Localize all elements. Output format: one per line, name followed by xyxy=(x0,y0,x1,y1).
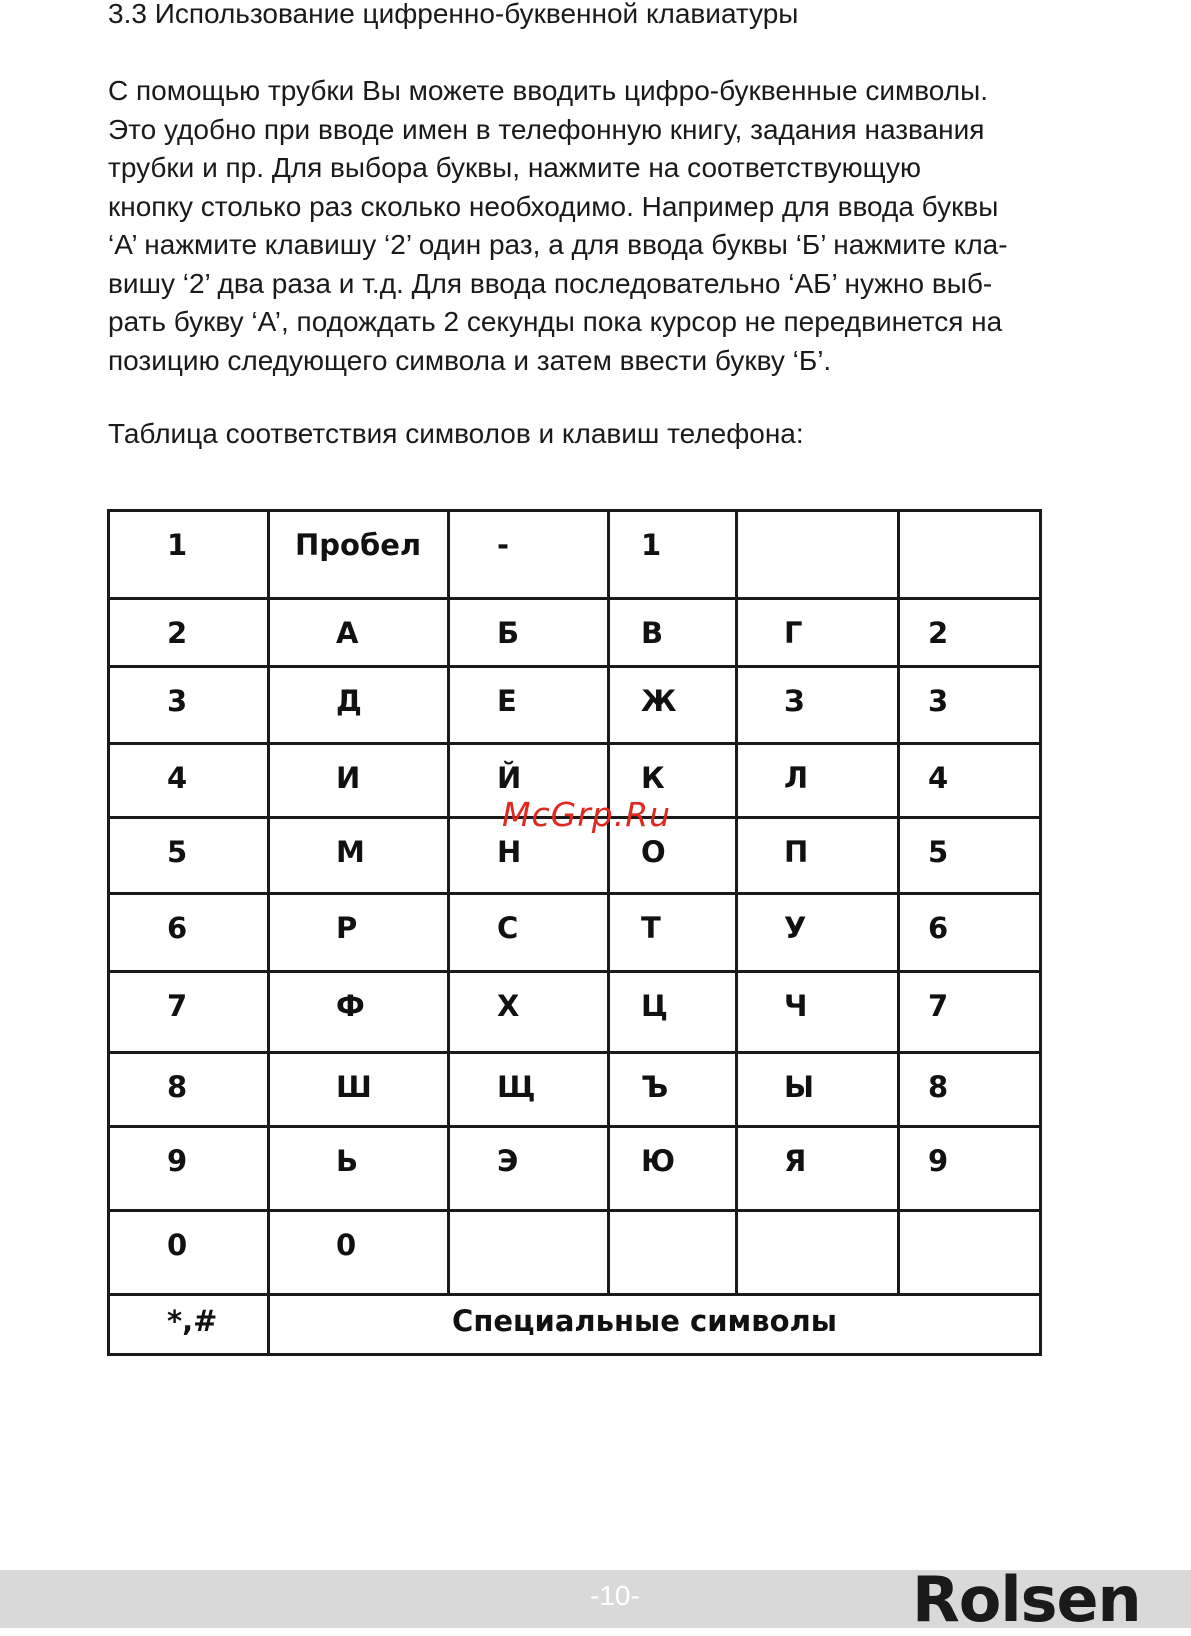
char-label: Ь xyxy=(336,1144,359,1178)
char-label: П xyxy=(784,835,809,869)
char-cell xyxy=(899,818,1041,894)
char-label: Ю xyxy=(641,1144,676,1178)
key-cell xyxy=(109,1053,269,1127)
char-label: Ъ xyxy=(641,1070,669,1104)
intro-line: трубки и пр. Для выбора буквы, нажмите на соответствующую xyxy=(108,152,921,183)
key-cell xyxy=(109,1127,269,1211)
key-label: 7 xyxy=(167,989,188,1023)
table-row-special xyxy=(109,1295,1041,1355)
char-cell xyxy=(609,1127,737,1211)
table-row xyxy=(109,1211,1041,1295)
char-cell xyxy=(449,511,609,599)
char-cell xyxy=(269,744,449,818)
char-label: А xyxy=(336,616,359,650)
char-label xyxy=(900,1212,1039,1228)
table-row xyxy=(109,894,1041,972)
key-cell xyxy=(109,599,269,667)
table-row xyxy=(109,599,1041,667)
char-label: О xyxy=(641,835,666,869)
char-label: Й xyxy=(497,761,522,795)
char-label xyxy=(900,512,1039,528)
char-cell xyxy=(899,511,1041,599)
key-label: 0 xyxy=(167,1228,188,1262)
char-label: 9 xyxy=(928,1144,949,1178)
char-cell xyxy=(737,894,899,972)
char-cell xyxy=(899,1211,1041,1295)
char-label xyxy=(738,512,897,528)
char-label: 3 xyxy=(928,684,949,718)
key-label: 4 xyxy=(167,761,188,795)
key-label: 5 xyxy=(167,835,188,869)
char-label: Щ xyxy=(497,1070,536,1104)
char-cell xyxy=(449,894,609,972)
key-label: 6 xyxy=(167,911,188,945)
char-label: Ы xyxy=(784,1070,815,1104)
char-cell xyxy=(899,1127,1041,1211)
char-label: Ф xyxy=(336,989,365,1023)
char-cell xyxy=(609,511,737,599)
key-label: 9 xyxy=(167,1144,188,1178)
char-cell xyxy=(737,1053,899,1127)
key-label: 3 xyxy=(167,684,188,718)
char-label: Ж xyxy=(641,684,677,718)
char-label: У xyxy=(784,911,807,945)
char-label xyxy=(738,1212,897,1228)
char-label: Ш xyxy=(336,1070,372,1104)
char-cell xyxy=(737,972,899,1053)
char-label: Г xyxy=(784,616,803,650)
key-cell xyxy=(109,894,269,972)
page-number: -10- xyxy=(590,1580,640,1611)
char-label: Б xyxy=(497,616,520,650)
char-label xyxy=(450,1212,607,1228)
key-cell xyxy=(109,972,269,1053)
char-label: К xyxy=(641,761,665,795)
char-cell xyxy=(269,511,449,599)
char-cell xyxy=(737,1127,899,1211)
intro-paragraph xyxy=(108,72,1158,380)
key-label: 8 xyxy=(167,1070,188,1104)
char-label: Р xyxy=(336,911,358,945)
key-label: *,# xyxy=(167,1304,218,1338)
char-label: З xyxy=(784,684,805,718)
char-cell xyxy=(269,667,449,744)
char-cell xyxy=(737,744,899,818)
char-cell xyxy=(899,1053,1041,1127)
special-chars-cell xyxy=(269,1295,1041,1355)
char-cell xyxy=(899,599,1041,667)
char-cell xyxy=(269,818,449,894)
char-label: 7 xyxy=(928,989,949,1023)
char-label: Я xyxy=(784,1144,807,1178)
char-label: Е xyxy=(497,684,517,718)
section-heading: 3.3 Использование цифренно-буквенной клавиатуры xyxy=(108,0,799,29)
char-cell xyxy=(269,1211,449,1295)
key-label: 2 xyxy=(167,616,188,650)
key-cell xyxy=(109,818,269,894)
char-label: Д xyxy=(336,684,362,718)
table-row xyxy=(109,972,1041,1053)
intro-line: Это удобно при вводе имен в телефонную книгу, задания названия xyxy=(108,113,985,145)
intro-line: кнопку столько раз сколько необходимо. Например для ввода буквы xyxy=(108,190,999,222)
char-cell xyxy=(737,599,899,667)
table-row xyxy=(109,667,1041,744)
char-label: 4 xyxy=(928,761,949,795)
char-label: 2 xyxy=(928,616,949,650)
char-cell xyxy=(269,1127,449,1211)
char-label: Пробел xyxy=(295,528,422,562)
char-label: Э xyxy=(497,1144,519,1178)
key-cell xyxy=(109,744,269,818)
rolsen-logo: Rolsen xyxy=(912,1563,1141,1636)
key-cell xyxy=(109,1211,269,1295)
char-cell xyxy=(609,894,737,972)
char-label: С xyxy=(497,911,519,945)
char-cell xyxy=(737,667,899,744)
char-cell xyxy=(269,599,449,667)
char-cell xyxy=(449,599,609,667)
key-cell xyxy=(109,1295,269,1355)
char-cell xyxy=(899,894,1041,972)
char-label: И xyxy=(336,761,361,795)
key-character-table xyxy=(107,509,1042,1356)
char-cell xyxy=(899,744,1041,818)
char-cell xyxy=(269,894,449,972)
char-cell xyxy=(449,1127,609,1211)
table-caption: Таблица соответствия символов и клавиш телефона: xyxy=(108,418,804,449)
intro-line: С помощью трубки Вы можете вводить цифро-буквенные символы. xyxy=(108,75,988,106)
char-cell xyxy=(269,972,449,1053)
watermark: McGrp.Ru xyxy=(502,795,672,834)
key-cell xyxy=(109,667,269,744)
special-chars-label: Специальные символы xyxy=(452,1304,837,1338)
char-label: Ц xyxy=(641,989,668,1023)
char-label: Х xyxy=(497,989,520,1023)
table-row xyxy=(109,1053,1041,1127)
char-label: 0 xyxy=(336,1228,357,1262)
char-cell xyxy=(449,1053,609,1127)
intro-line: вишу ‘2’ два раза и т.д. Для ввода последовательно ‘АБ’ нужно выб- xyxy=(108,267,993,299)
key-label: 1 xyxy=(167,528,188,562)
intro-line: позицию следующего символа и затем ввести букву ‘Б’. xyxy=(108,344,832,376)
char-label: В xyxy=(641,616,664,650)
table-row xyxy=(109,511,1041,599)
key-cell xyxy=(109,511,269,599)
char-label xyxy=(610,1212,735,1228)
char-cell xyxy=(737,1211,899,1295)
char-cell xyxy=(449,972,609,1053)
char-cell xyxy=(269,1053,449,1127)
intro-line: рать букву ‘А’, подождать 2 секунды пока курсор не передвинется на xyxy=(108,306,1003,337)
char-cell xyxy=(449,1211,609,1295)
char-cell xyxy=(899,667,1041,744)
char-label: Л xyxy=(784,761,809,795)
intro-line: ‘А’ нажмите клавишу ‘2’ один раз, а для ввода буквы ‘Б’ нажмите кла- xyxy=(108,229,1008,260)
char-cell xyxy=(737,511,899,599)
char-cell xyxy=(609,1053,737,1127)
char-label: Ч xyxy=(784,989,808,1023)
char-cell xyxy=(609,599,737,667)
char-label: 6 xyxy=(928,911,949,945)
char-label: Т xyxy=(641,911,661,945)
char-cell xyxy=(449,667,609,744)
char-label: 8 xyxy=(928,1070,949,1104)
char-cell xyxy=(609,667,737,744)
char-label: М xyxy=(336,835,365,869)
char-label: Н xyxy=(497,835,522,869)
table-row xyxy=(109,1127,1041,1211)
char-cell xyxy=(609,972,737,1053)
char-label: 1 xyxy=(641,528,662,562)
char-cell xyxy=(899,972,1041,1053)
char-label: 5 xyxy=(928,835,949,869)
char-cell xyxy=(737,818,899,894)
char-cell xyxy=(609,1211,737,1295)
char-label: - xyxy=(497,528,510,562)
